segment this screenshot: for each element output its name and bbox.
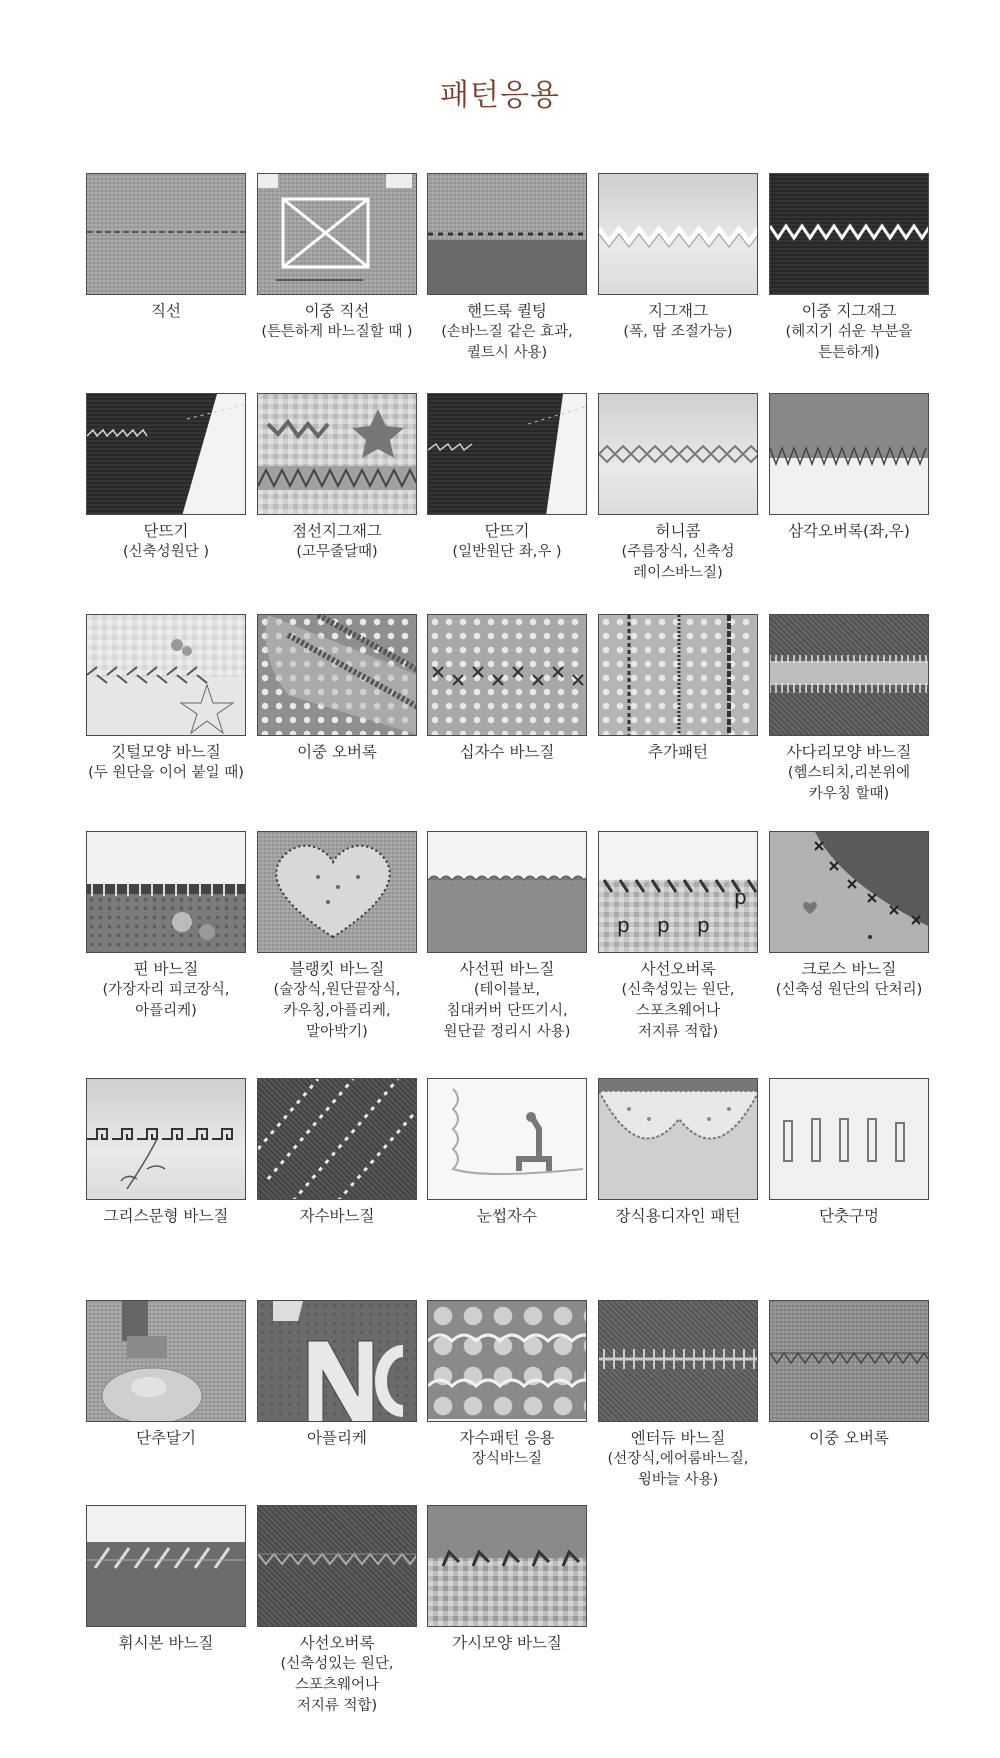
- pattern-desc: 아플리케): [135, 1003, 197, 1019]
- pattern-item: [769, 614, 929, 805]
- pattern-desc: 퀼트시 사용): [466, 345, 548, 361]
- pattern-thumbnail: [769, 1300, 929, 1422]
- pattern-desc: (손바느질 같은 효과,: [441, 324, 573, 340]
- pattern-name: 눈썹자수: [477, 1207, 537, 1225]
- pattern-item: [257, 831, 417, 1043]
- pattern-desc: 저지류 적합): [296, 1698, 378, 1714]
- pattern-desc: 말아박기): [306, 1024, 368, 1040]
- pattern-desc: 침대커버 단뜨기시,: [446, 1003, 568, 1019]
- pattern-item: [598, 831, 758, 1043]
- pattern-thumbnail: [257, 393, 417, 515]
- pattern-desc: (테이블보,: [473, 982, 541, 998]
- pattern-item: [769, 1078, 929, 1227]
- pattern-name: 자수바느질: [299, 1207, 375, 1225]
- pattern-name: 이중 직선: [304, 302, 370, 320]
- pattern-name: 아플리케: [307, 1429, 367, 1447]
- pattern-desc: 카우칭 할때): [808, 786, 890, 802]
- pattern-item: [598, 393, 758, 584]
- pattern-desc: (선장식,에어룸바느질,: [607, 1451, 749, 1467]
- pattern-name: 허니콤: [655, 522, 701, 540]
- pattern-desc: (주름장식, 신축성: [621, 544, 735, 560]
- pattern-thumbnail: [86, 1078, 246, 1200]
- svg-text:p: p: [734, 885, 747, 909]
- pattern-thumbnail: [257, 1300, 417, 1422]
- pattern-name: 점선지그재그: [292, 522, 382, 540]
- page-title: 패턴응용: [440, 78, 560, 113]
- pattern-desc: (신축성있는 원단,: [621, 982, 735, 998]
- pattern-desc: (튼튼하게 바느질할 때 ): [261, 324, 413, 340]
- pattern-desc: (가장자리 피코장식,: [102, 982, 230, 998]
- pattern-name: 직선: [151, 302, 181, 320]
- pattern-item: [427, 393, 587, 563]
- pattern-thumbnail: [769, 614, 929, 736]
- pattern-name: 핀 바느질: [133, 960, 199, 978]
- pattern-name: 가시모양 바느질: [452, 1634, 562, 1652]
- pattern-thumbnail: [769, 831, 929, 953]
- svg-text:p: p: [697, 913, 710, 937]
- pattern-desc: (고무줄달때): [296, 544, 378, 560]
- pattern-item: [86, 1505, 246, 1654]
- pattern-name: 단뜨기: [143, 522, 189, 540]
- pattern-desc: (신축성 원단의 단처리): [775, 982, 923, 998]
- pattern-name: 크로스 바느질: [801, 960, 897, 978]
- svg-text:p: p: [617, 913, 630, 937]
- pattern-name: 단추달기: [136, 1429, 196, 1447]
- pattern-thumbnail: [257, 614, 417, 736]
- pattern-thumbnail: [598, 1300, 758, 1422]
- pattern-item: [769, 393, 929, 542]
- pattern-item: [427, 614, 587, 763]
- pattern-thumbnail: [769, 173, 929, 295]
- pattern-name: 지그재그: [648, 302, 708, 320]
- pattern-thumbnail: [598, 173, 758, 295]
- pattern-item: [86, 1078, 246, 1227]
- pattern-thumbnail: [86, 1300, 246, 1422]
- pattern-thumbnail: [598, 614, 758, 736]
- pattern-thumbnail: [257, 1078, 417, 1200]
- pattern-item: [86, 173, 246, 322]
- pattern-item: [598, 1078, 758, 1227]
- pattern-thumbnail: [769, 1078, 929, 1200]
- pattern-item: [86, 614, 246, 784]
- pattern-name: 십자수 바느질: [459, 743, 555, 761]
- pattern-name: 그리스문형 바느질: [103, 1207, 229, 1225]
- pattern-thumbnail: [427, 614, 587, 736]
- pattern-item: [86, 1300, 246, 1449]
- pattern-item: [427, 1300, 587, 1470]
- pattern-name: 추가패턴: [648, 743, 708, 761]
- pattern-item: [86, 393, 246, 563]
- pattern-name: 핸드룩 퀼팅: [467, 302, 547, 320]
- pattern-desc: 원단끝 정리시 사용): [443, 1024, 571, 1040]
- pattern-desc: 스포츠웨어나: [635, 1003, 721, 1019]
- pattern-name: 엔터듀 바느질: [630, 1429, 726, 1447]
- pattern-thumbnail: [86, 614, 246, 736]
- pattern-thumbnail: [257, 831, 417, 953]
- pattern-name: 장식용디자인 패턴: [615, 1207, 741, 1225]
- pattern-desc: 카우칭,아플리케,: [283, 1003, 391, 1019]
- pattern-desc: (헤지기 쉬운 부분을: [785, 324, 913, 340]
- pattern-item: [769, 831, 929, 1001]
- pattern-name: 삼각오버록(좌,우): [788, 522, 910, 540]
- pattern-item: [598, 1300, 758, 1491]
- pattern-thumbnail: [86, 831, 246, 953]
- pattern-desc: 윙바늘 사용): [637, 1472, 719, 1488]
- pattern-item: [257, 1505, 417, 1717]
- pattern-item: [769, 173, 929, 364]
- pattern-thumbnail: [86, 173, 246, 295]
- pattern-item: [257, 614, 417, 763]
- pattern-name: 단춧구멍: [819, 1207, 879, 1225]
- pattern-name: 자수패턴 응용: [459, 1429, 555, 1447]
- pattern-item: [257, 1078, 417, 1227]
- pattern-item: [427, 173, 587, 364]
- pattern-name: 블랭킷 바느질: [289, 960, 385, 978]
- pattern-desc: 스포츠웨어나: [294, 1677, 380, 1693]
- pattern-item: [86, 831, 246, 1022]
- pattern-desc: 장식바느질: [471, 1451, 543, 1467]
- pattern-desc: 튼튼하게): [818, 345, 880, 361]
- pattern-thumbnail: [86, 1505, 246, 1627]
- pattern-desc: (헴스티치,리본위에: [787, 765, 911, 781]
- pattern-thumbnail: [427, 1300, 587, 1422]
- pattern-name: 사선핀 바느질: [459, 960, 555, 978]
- pattern-name: 이중 오버록: [809, 1429, 889, 1447]
- pattern-name: 휘시본 바느질: [118, 1634, 214, 1652]
- pattern-desc: 저지류 적합): [637, 1024, 719, 1040]
- pattern-thumbnail: [86, 393, 246, 515]
- pattern-desc: (술장식,원단끝장식,: [273, 982, 401, 998]
- pattern-item: [257, 173, 417, 343]
- pattern-thumbnail: [257, 1505, 417, 1627]
- pattern-item: [257, 393, 417, 563]
- pattern-thumbnail: [257, 173, 417, 295]
- pattern-name: 사선오버록: [640, 960, 716, 978]
- pattern-desc: (신축성있는 원단,: [280, 1656, 394, 1672]
- pattern-desc: (일반원단 좌,우 ): [452, 544, 562, 560]
- pattern-desc: (두 원단을 이어 붙일 때): [88, 765, 244, 781]
- pattern-thumbnail: [598, 831, 758, 953]
- pattern-name: 단뜨기: [484, 522, 530, 540]
- pattern-thumbnail: [427, 1505, 587, 1627]
- pattern-name: 이중 지그재그: [801, 302, 897, 320]
- pattern-name: 사다리모양 바느질: [786, 743, 912, 761]
- pattern-thumbnail: [427, 831, 587, 953]
- pattern-item: [257, 1300, 417, 1449]
- pattern-item: [427, 831, 587, 1043]
- pattern-name: 사선오버록: [299, 1634, 375, 1652]
- pattern-thumbnail: [427, 1078, 587, 1200]
- pattern-item: [598, 614, 758, 763]
- pattern-name: 깃털모양 바느질: [111, 743, 221, 761]
- pattern-thumbnail: [598, 1078, 758, 1200]
- pattern-name: 이중 오버록: [297, 743, 377, 761]
- pattern-item: [427, 1078, 587, 1227]
- pattern-thumbnail: [769, 393, 929, 515]
- pattern-thumbnail: [598, 393, 758, 515]
- pattern-thumbnail: [427, 173, 587, 295]
- pattern-desc: (폭, 땀 조절가능): [623, 324, 733, 340]
- pattern-desc: 레이스바느질): [633, 565, 723, 581]
- pattern-item: [769, 1300, 929, 1449]
- pattern-desc: (신축성원단 ): [123, 544, 209, 560]
- pattern-item: [427, 1505, 587, 1654]
- pattern-thumbnail: [427, 393, 587, 515]
- svg-text:p: p: [657, 913, 670, 937]
- pattern-item: [598, 173, 758, 343]
